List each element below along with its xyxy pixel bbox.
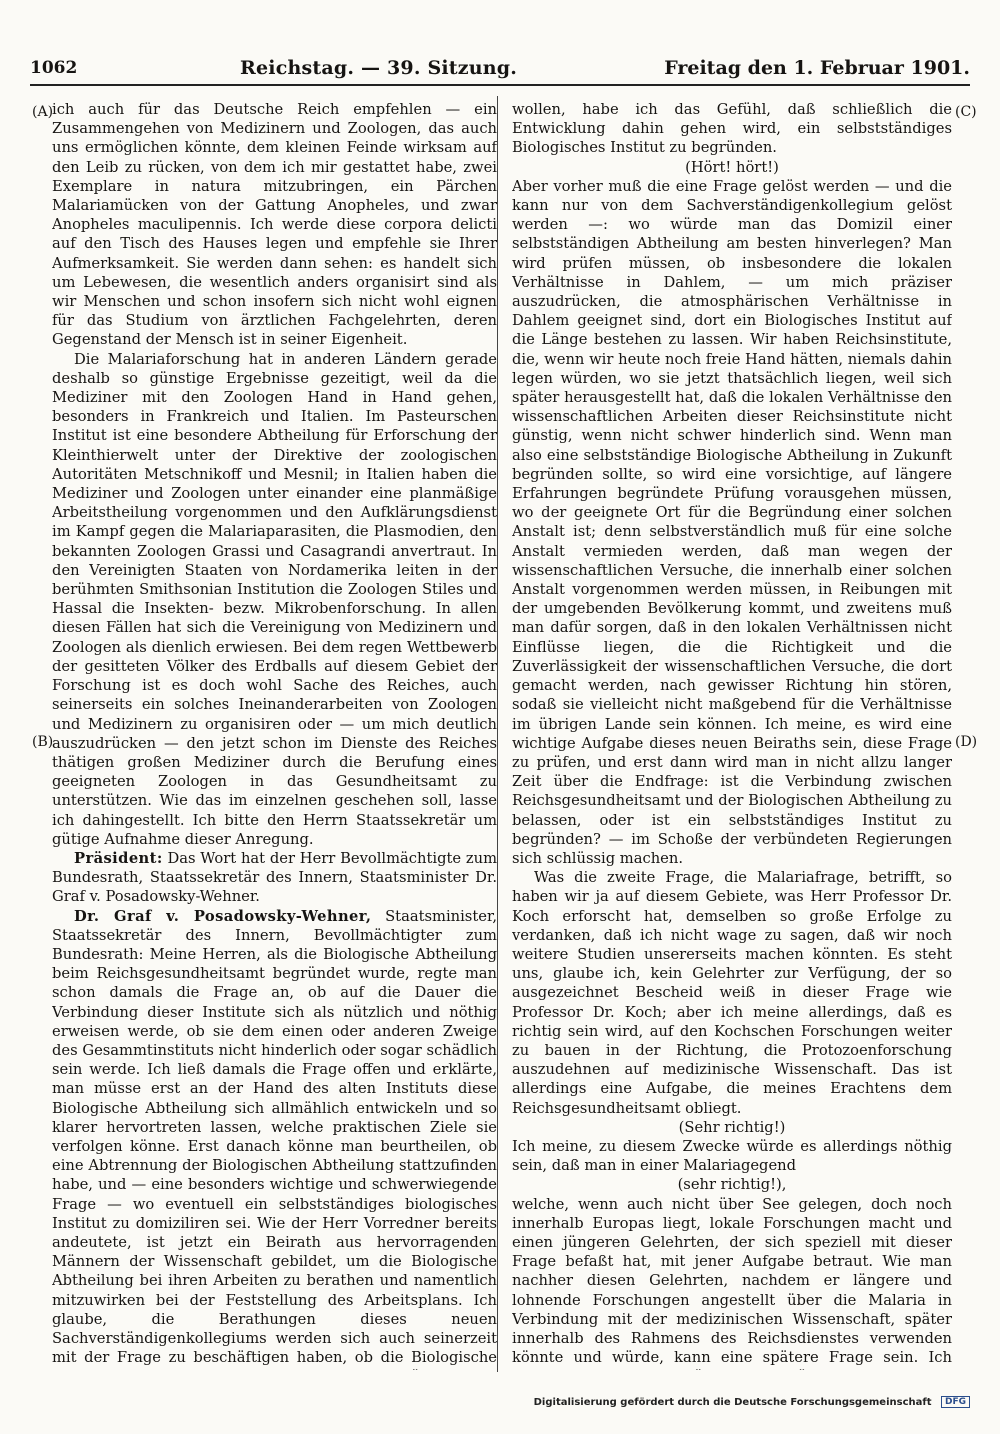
margin-marker-a: (A) bbox=[32, 104, 54, 120]
speech-paragraph bbox=[52, 849, 497, 907]
interjection: (Hört! hört!) bbox=[685, 158, 779, 176]
credit-text: Digitalisierung gefördert durch die Deutsche Forschungsgemeinschaft bbox=[533, 1397, 932, 1408]
paragraph: wollen, habe ich das Gefühl, daß schließlich die Entwicklung dahin gehen wird, ein selbstständiges Biologisches Institut zu begründen. bbox=[512, 101, 952, 157]
page-header bbox=[30, 52, 970, 86]
column-divider bbox=[497, 96, 498, 1372]
speaker-name: Dr. Graf v. Posadowsky-Wehner, bbox=[74, 907, 372, 925]
speech-text: Das Wort hat der Herr Bevollmächtigte zum Bundesrath, Staatssekretär des Innern, Staatsminister Dr. Graf v. Posadowsky-Wehner. bbox=[52, 849, 497, 906]
interjection: (Sehr richtig!) bbox=[678, 1118, 786, 1136]
right-column bbox=[512, 100, 952, 1370]
paragraph: Ich meine, zu diesem Zwecke würde es allerdings nöthig sein, daß man in einer Malariagegend bbox=[512, 1137, 952, 1175]
dfg-logo: DFG bbox=[941, 1396, 970, 1408]
margin-marker-d: (D) bbox=[955, 734, 978, 750]
paragraph: Was die zweite Frage, die Malariafrage, betrifft, so haben wir ja auf diesem Gebiete, was Herr Professor Dr. Koch erforscht hat, demselben so große Erfolge zu verdanken, daß ich nicht wage zu sagen, daß wir noch weitere Studien unsererseits machen könnten. Es steht uns, glaube ich, kein Gelehrter zur Verfügung, der so ausgezeichnet Bescheid weiß in dieser Frage wie Professor Dr. Koch; aber ich meine allerdings, daß es richtig sein wird, auf den Kochschen Forschungen weiter zu bauen in der Richtung, die Protozoenforschung auszudehnen auf medizinische Wissenschaft. Das ist allerdings eine Aufgabe, die meines Erachtens dem Reichsgesundheitsamt obliegt. bbox=[512, 869, 952, 1117]
running-head-title: Reichstag. — 39. Sitzung. bbox=[240, 57, 518, 79]
interjection: (sehr richtig!), bbox=[677, 1176, 787, 1194]
paragraph: welche, wenn auch nicht über See gelegen, doch noch innerhalb Europas liegt, lokale Forschungen macht und einen jüngeren Gelehrten, der sich speziell mit dieser Frage befaßt hat, mit jener Aufgabe betraut. Wie man nachher diesen Gelehrten, nachdem er längere und lohnende Forschungen angestellt über die Malaria in Verbindung mit der medizinischen Wissenschaft, später innerhalb des Rahmens des Reichsdienstes verwenden könnte und würde, kann eine spätere Frage sein. Ich bbox=[512, 1195, 952, 1367]
left-column bbox=[52, 100, 497, 1370]
speech-paragraph bbox=[52, 907, 497, 1370]
paragraph: ich auch für das Deutsche Reich empfehlen — ein Zusammengehen von Medizinern und Zoologen, das auch uns ermöglichen könnte, dem kleinen Feinde wirksam auf den Leib zu rücken, von dem ich mir gestattet habe, zwei Exemplare in natura mitzubringen, ein Pärchen Malariamücken von der Gattung Anopheles, und zwar Anopheles maculipennis. Ich werde diese corpora delicti auf den Tisch des Hauses legen und empfehle sie Ihrer Aufmerksamkeit. Sie werden dann sehen: es handelt sich um Lebewesen, die wesentlich anders organisirt sind als wir Menschen und schon insofern sich nicht wohl eignen für das Studium von ärztlichen Fachgelehrten, deren Gegenstand der Mensch ist in seiner Eigenheit. bbox=[52, 101, 497, 349]
paragraph: Aber vorher muß die eine Frage gelöst werden — und die kann nur von dem Sachverständigenkollegium gelöst werden —: wo würde man das Domizil einer selbstständigen Abtheilung am besten hinverlegen? Man wird prüfen müssen, ob insbesondere die lokalen Verhältnisse in Dahlem, — um mich präziser auszudrücken, die atmosphärischen Verhältnisse in Dahlem geeignet sind, dort ein Biologisches Institut auf die Länge bestehen zu lassen. Wir haben Reichsinstitute, die, wenn wir heute noch freie Hand hätten, niemals dahin legen würden, wo sie jetzt thatsächlich liegen, weil sich später herausgestellt hat, daß die lokalen Verhältnisse den wissenschaftlichen Arbeiten dieser Reichsinstitute nicht günstig, wenn nicht schwer hinderlich sind. Wenn man also eine selbstständige Biologische Abtheilung in Zukunft begründen sollte, so wird eine vorsichtige, auf längere Erfahrungen begründete Prüfung vorausgehen müssen, wo der geeignete Ort für die Begründung einer solchen Anstalt ist; denn selbstverständlich muß für eine solche Anstalt vermieden werden, daß man wegen der wissenschaftlichen Versuche, die innerhalb einer solchen Anstalt vorgenommen werden müssen, in Reibungen mit der umgebenden Bevölkerung kommt, und zweitens muß man dafür sorgen, daß in den lokalen Verhältnissen nicht Einflüsse liegen, die die Richtigkeit und die Zuverlässigkeit der wissenschaftlichen Versuche, die dort gemacht werden, nach gewisser Richtung hin stören, sodaß sie vielleicht nicht maßgebend für die Verhältnisse im übrigen Lande sein können. Ich meine, es wird eine wichtige Aufgabe dieses neuen Beiraths sein, diese Frage zu prüfen, und erst dann wird man in nicht allzu langer Zeit über die Endfrage: ist die Verbindung zwischen Reichsgesundheitsamt und der Biologischen Abtheilung zu belassen, oder ist ein selbstständiges Institut zu begründen? — im Schoße der verbündeten Regierungen sich schlüssig machen. bbox=[512, 177, 952, 867]
page-number: 1062 bbox=[30, 58, 78, 78]
speech-text: Staatsminister, Staatssekretär des Innern, Bevollmächtigter zum Bundesrath: Meine Herren, als die Biologische Abtheilung beim Reichsgesundheitsamt begründet wurde, regte man schon damals die Frage an, ob auf die Dauer die Verbindung dieser Institute sich als nützlich und nöthig erweisen werde, ob sie dem einen oder anderen Zweige des Gesammtinstituts nicht hinderlich oder sogar schädlich sein werde. Ich ließ damals die Frage offen und erklärte, man müsse erst an der Hand des alten Instituts diese Biologische Abtheilung sich allmählich entwickeln und so klarer hervortreten lassen, welche praktischen Ziele sie verfolgen könne. Erst danach könne man beurtheilen, ob eine Abtrennung der Biologischen Abtheilung stattzufinden habe, und — eine besonders wichtige und schwerwiegende Frage — wo eventuell ein selbstständiges biologisches Institut zu domiziliren sei. Wie der Herr Vorredner bereits andeutete, ist jetzt ein Beirath aus hervorragenden Männern der Wissenschaft gebildet, um die Biologische Abtheilung bei ihren Arbeiten zu berathen und namentlich mitzuwirken bei der Feststellung des Arbeitsplans. Ich glaube, die Berathungen dieses neuen Sachverständigenkollegiums werden sich auch seinerzeit mit der Frage zu beschäftigen haben, ob die Biologische bbox=[52, 907, 497, 1367]
margin-marker-c: (C) bbox=[955, 104, 977, 120]
speaker-name: Präsident: bbox=[74, 849, 163, 867]
header-rule bbox=[30, 84, 970, 86]
running-head-date: Freitag den 1. Februar 1901. bbox=[664, 57, 970, 79]
margin-marker-b: (B) bbox=[32, 734, 54, 750]
digitization-credit bbox=[534, 1396, 970, 1408]
paragraph: Die Malariaforschung hat in anderen Ländern gerade deshalb so günstige Ergebnisse gezeitigt, weil da die Mediziner mit den Zoologen Hand in Hand gehen, besonders in Frankreich und Italien. Im Pasteurschen Institut ist eine besondere Abtheilung für Erforschung der Kleinthierwelt unter der Direktive der zoologischen Autoritäten Metschnikoff und Mesnil; in Italien haben die Mediziner und Zoologen unter einander eine planmäßige Arbeitstheilung vorgenommen und den Aufklärungsdienst im Kampf gegen die Malariaparasiten, die Plasmodien, den bekannten Zoologen Grassi und Casagrandi anvertraut. In den Vereinigten Staaten von Nordamerika leiten in der berühmten Smithsonian Institution die Zoologen Stiles und Hassal die Insekten- bezw. Mikrobenforschung. In allen diesen Fällen hat sich die Vereinigung von Medizinern und Zoologen als dienlich erwiesen. Bei dem regen Wettbewerb der gesitteten Völker des Erdballs auf diesem Gebiet der Forschung ist es doch wohl Sache des Reiches, auch seinerseits ein solches Ineinanderarbeiten von Zoologen und Medizinern zu organisiren oder — um mich deutlich auszudrücken — den jetzt schon im Dienste des Reiches thätigen großen Mediziner durch die Berufung eines geeigneten Zoologen in das Gesundheitsamt zu unterstützen. Wie das im einzelnen geschehen soll, lasse ich dahingestellt. Ich bitte den Herrn Staatssekretär um gütige Aufnahme dieser Anregung. bbox=[52, 350, 497, 848]
